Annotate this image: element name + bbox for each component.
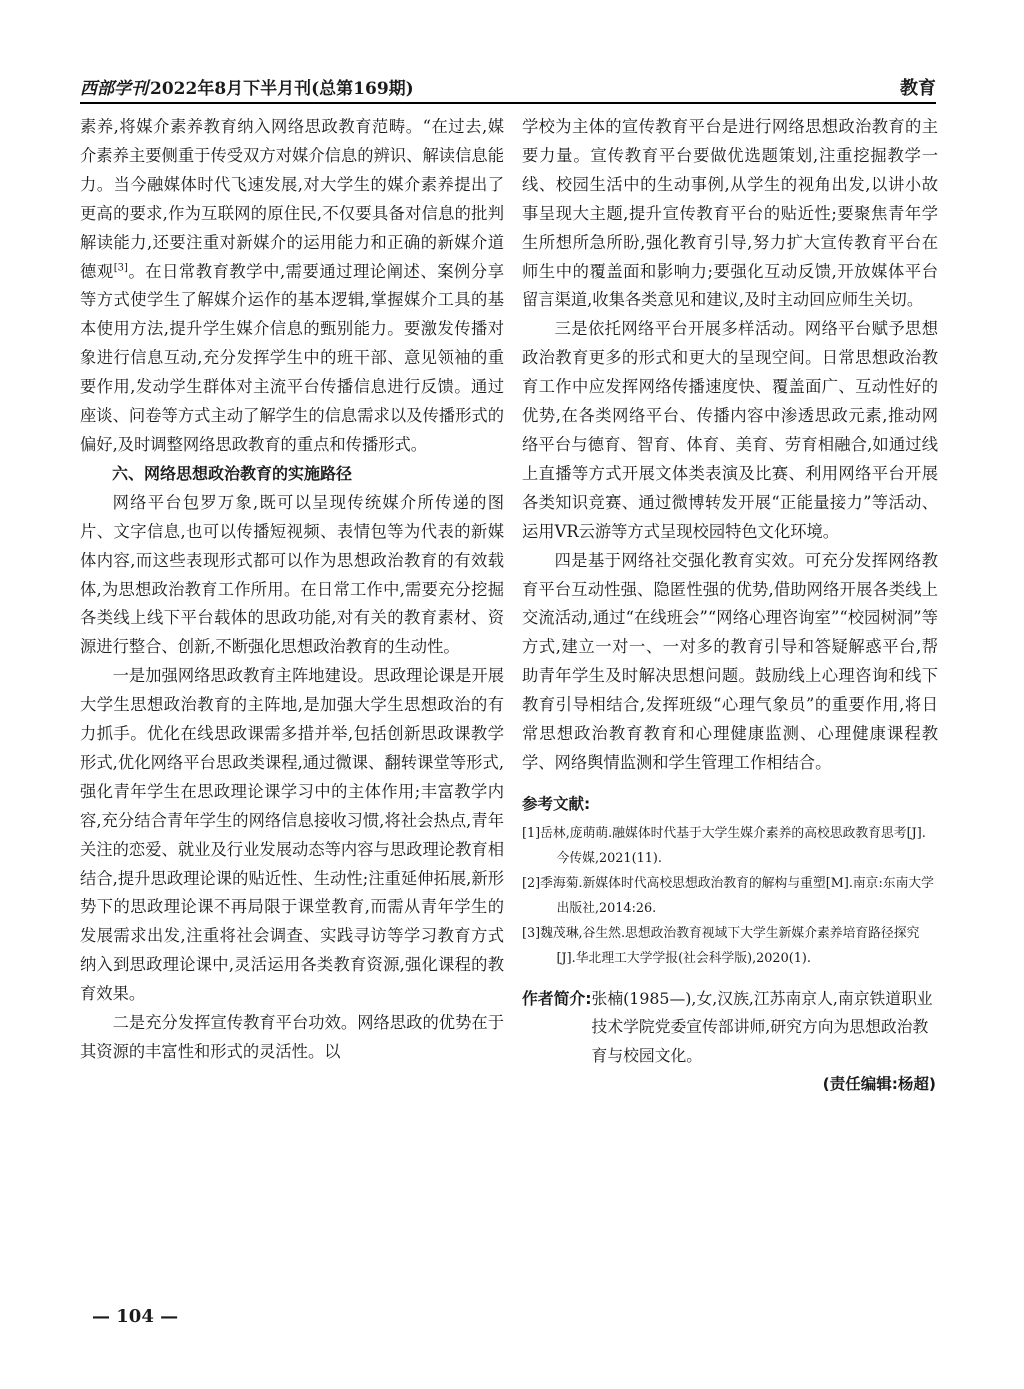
references-list	[522, 821, 938, 971]
page-header	[80, 70, 936, 104]
header-journal-issue	[80, 74, 414, 99]
citation-marker: [3]	[113, 262, 128, 274]
paragraph: 学校为主体的宣传教育平台是进行网络思想政治教育的主要力量。宣传教育平台要做优选题策划,注重挖掘教学一线、校园生活中的生动事例,从学生的视角出发,以讲小故事呈现大主题,提升宣传教育平台的贴近性;要聚焦青年学生所想所急所盼,强化教育引导,努力扩大宣传教育平台在师生中的覆盖面和影响力;要强化互动反馈,开放媒体平台留言渠道,收集各类意见和建议,及时主动回应师生关切。	[522, 117, 938, 310]
paragraph-text: 素养,将媒介素养教育纳入网络思政教育范畴。“在过去,媒介素养主要侧重于传受双方对媒介信息的辨识、解读信息能力。当今融媒体时代飞速发展,对大学生的媒介素养提出了更高的要求,作为互联网的原住民,不仅要具备对信息的批判解读能力,还要注重对新媒介的运用能力和正确的新媒介道德观	[80, 117, 504, 281]
author-label: 作者简介:	[522, 988, 592, 1008]
paragraph: 二是充分发挥宣传教育平台功效。网络思政的优势在于其资源的丰富性和形式的灵活性。以	[80, 1013, 504, 1061]
paragraph-text: 。在日常教育教学中,需要通过理论阐述、案例分享等方式使学生了解媒介运作的基本逻辑,掌握媒介工具的基本使用方法,提升学生媒介信息的甄别能力。要激发传播对象进行信息互动,充分发挥学生中的班干部、意见领袖的重要作用,发动学生群体对主流平台传播信息进行反馈。通过座谈、问卷等方式主动了解学生的信息需求以及传播形式的偏好,及时调整网络思政教育的重点和传播形式。	[80, 261, 504, 454]
right-column	[522, 113, 938, 1098]
reference-item: [1]岳林,庞萌萌.融媒体时代基于大学生媒介素养的高校思政教育思考[J].今传媒,2021(11).	[522, 825, 926, 866]
paragraph: 一是加强网络思政教育主阵地建设。思政理论课是开展大学生思想政治教育的主阵地,是加强大学生思想政治的有力抓手。优化在线思政课需多措并举,包括创新思政课教学形式,优化网络平台思政类课程,通过微课、翻转课堂等形式,强化青年学生在思政理论课学习中的主体作用;丰富教学内容,充分结合青年学生的网络信息接收习惯,将社会热点,青年关注的恋爱、就业及行业发展动态等内容与思政理论教育相结合,提升思政理论课的贴近性、生动性;注重延伸拓展,新形势下的思政理论课不再局限于课堂教育,而需从青年学生的发展需求出发,注重将社会调查、实践寻访等学习教育方式纳入到思政理论课中,灵活运用各类教育资源,强化课程的教育效果。	[80, 666, 504, 1004]
section-heading: 六、网络思想政治教育的实施路径	[112, 463, 353, 483]
paragraph	[80, 113, 504, 460]
paragraph: 三是依托网络平台开展多样活动。网络平台赋予思想政治教育更多的形式和更大的呈现空间。日常思想政治教育工作中应发挥网络传播速度快、覆盖面广、互动性好的优势,在各类网络平台、传播内容中渗透思政元素,推动网络平台与德育、智育、体育、美育、劳育相融合,如通过线上直播等方式开展文体类表演及比赛、利用网络平台开展各类知识竞赛、通过微博转发开展“正能量接力”等活动、运用VR云游等方式呈现校园特色文化环境。	[522, 319, 938, 541]
left-column	[80, 113, 504, 1067]
references-title: 参考文献:	[522, 794, 591, 813]
author-bio	[522, 985, 938, 1099]
author-text: 张楠(1985—),女,汉族,江苏南京人,南京铁道职业技术学院党委宣传部讲师,研究方向为思想政治教育与校园文化。	[591, 988, 933, 1065]
paragraph: 网络平台包罗万象,既可以呈现传统媒介所传递的图片、文字信息,也可以传播短视频、表情包等为代表的新媒体内容,而这些表现形式都可以作为思想政治教育的有效载体,为思想政治教育工作所用。在日常工作中,需要充分挖掘各类线上线下平台载体的思政功能,对有关的教育素材、资源进行整合、创新,不断强化思想政治教育的生动性。	[80, 492, 504, 657]
section-label: 教育	[900, 78, 936, 99]
page-number: — 104 —	[92, 1306, 179, 1327]
reference-item: [3]魏茂琳,谷生然.思想政治教育视域下大学生新媒介素养培育路径探究[J].华北理工大学学报(社会科学版),2020(1).	[522, 925, 920, 966]
paragraph: 四是基于网络社交强化教育实效。可充分发挥网络教育平台互动性强、隐匿性强的优势,借助网络开展各类线上交流活动,通过“在线班会”“网络心理咨询室”“校园树洞”等方式,建立一对一、一对多的教育引导和答疑解惑平台,帮助青年学生及时解决思想问题。鼓励线上心理咨询和线下教育引导相结合,发挥班级“心理气象员”的重要作用,将日常思想政治教育教育和心理健康监测、心理健康课程教学、网络舆情监测和学生管理工作相结合。	[522, 550, 938, 772]
editor-note: (责任编辑:杨超)	[822, 1075, 936, 1094]
issue-label: 2022年8月下半月刊(总第169期)	[150, 79, 414, 99]
reference-item: [2]季海菊.新媒体时代高校思想政治教育的解构与重塑[M].南京:东南大学出版社,2014:26.	[522, 875, 934, 916]
journal-logo: 西部学刊	[80, 79, 148, 99]
